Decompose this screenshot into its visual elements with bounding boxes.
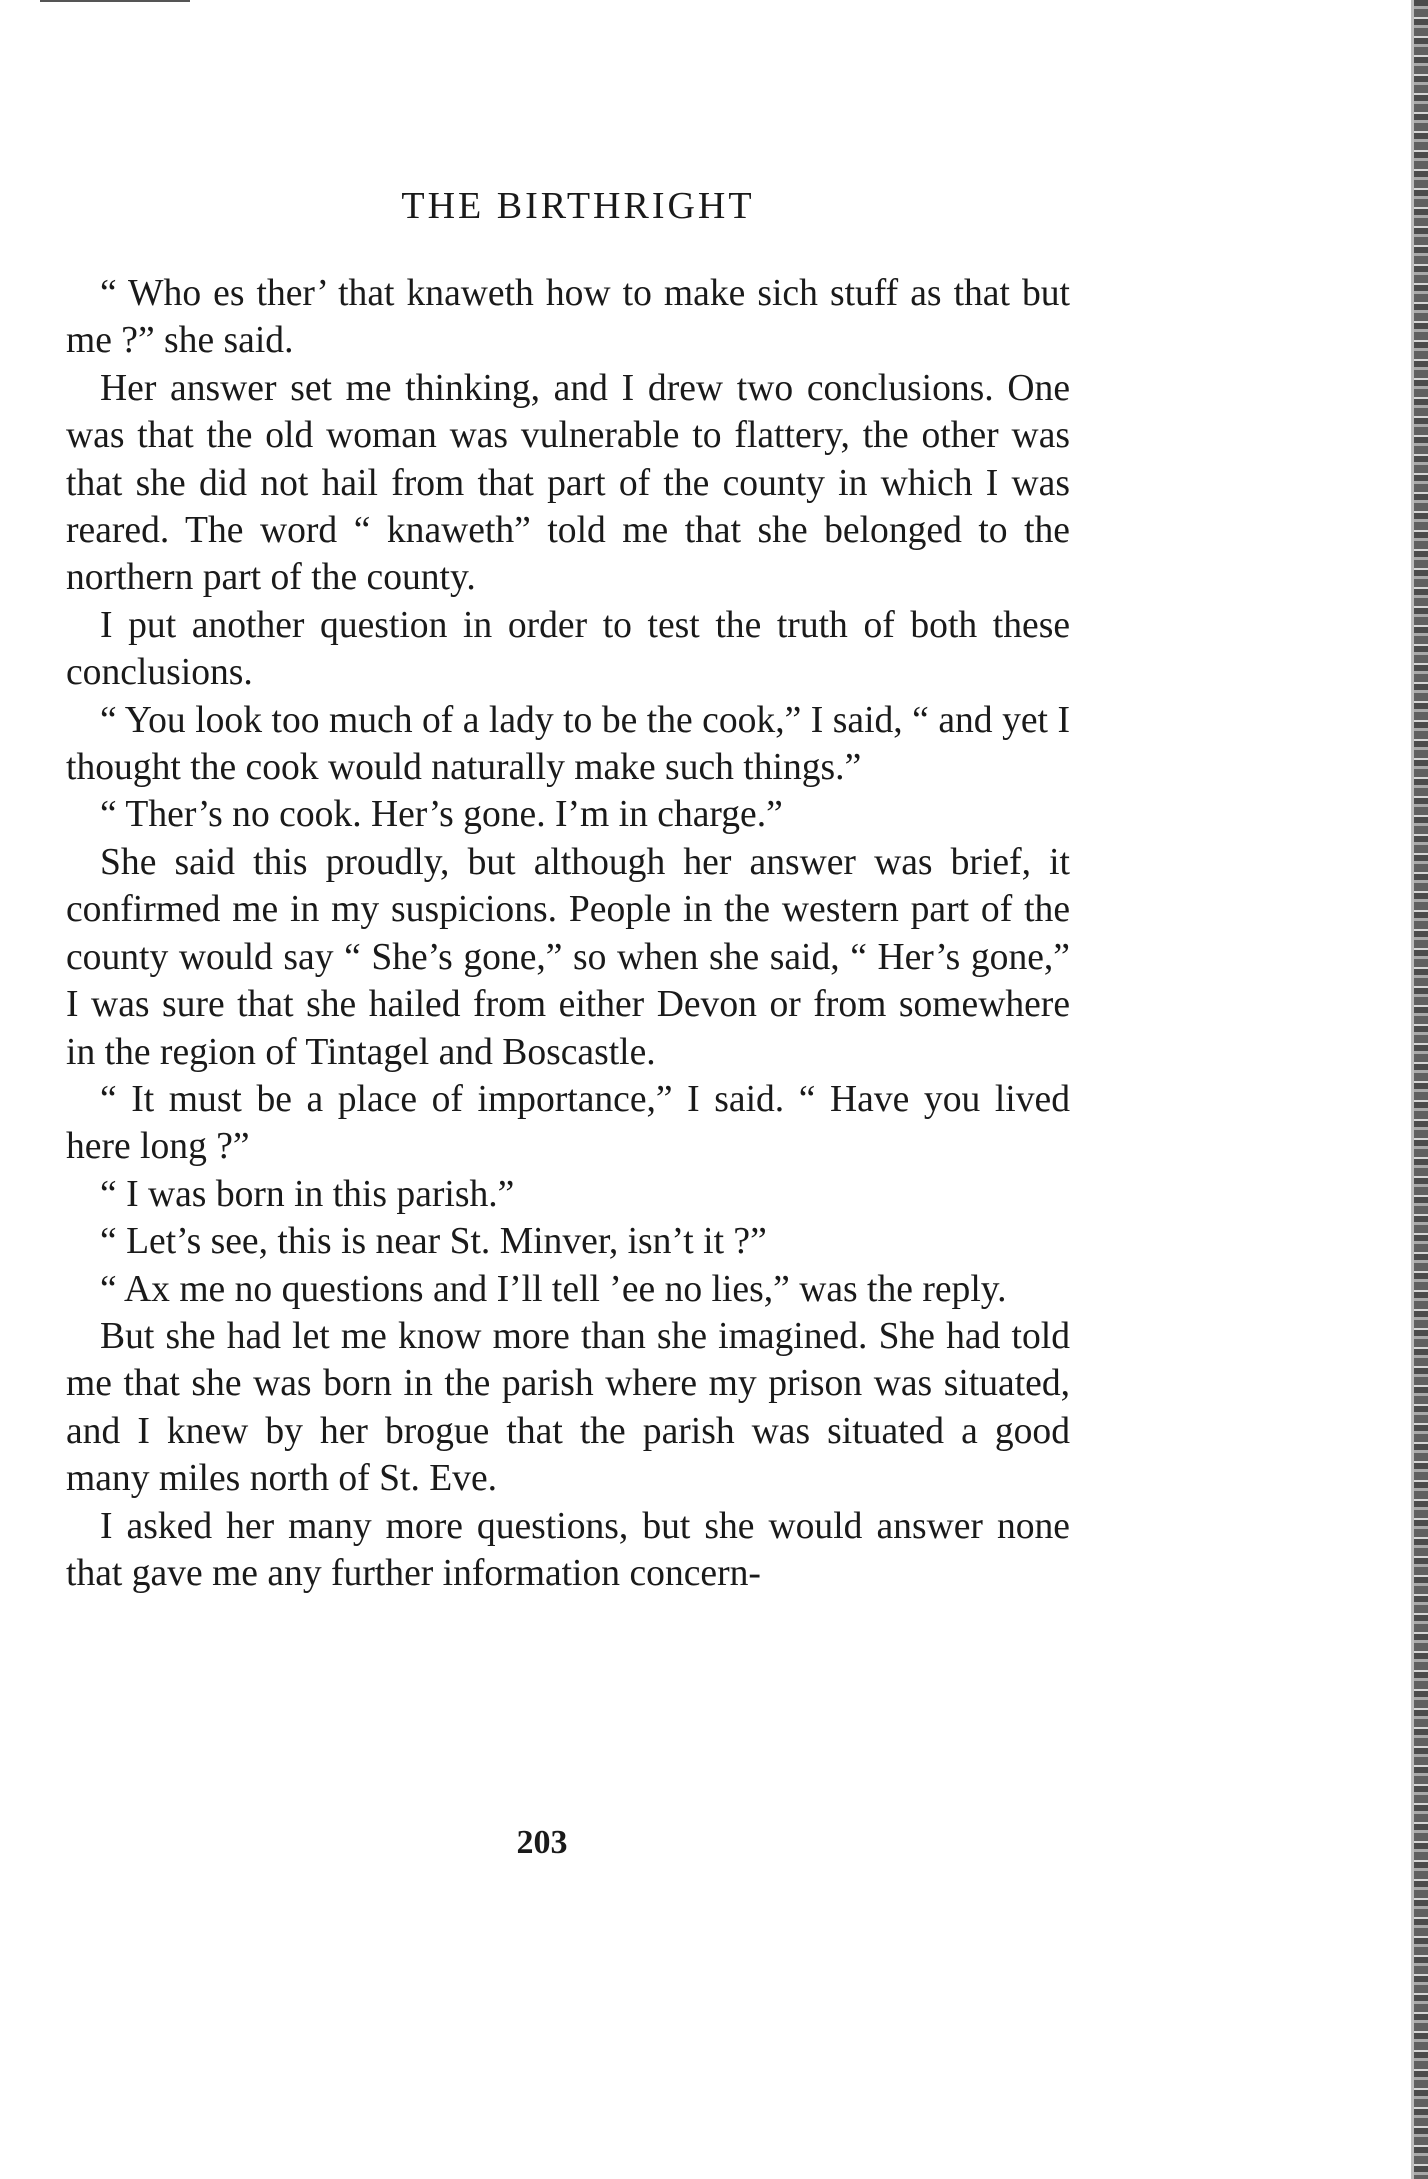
paragraph: “ Who es ther’ that knaweth how to make sich stuff as that but me ?” she said. [66, 273, 1070, 362]
paragraph: “ Ax me no questions and I’ll tell ’ee no lies,” was the reply. [100, 1268, 1007, 1310]
paragraph: “ It must be a place of importance,” I said. “ Have you lived here long ?” [66, 1078, 1070, 1168]
page-number: 203 [516, 1824, 568, 1861]
top-edge-mark [40, 0, 190, 2]
paragraph: “ You look too much of a lady to be the cook,” I said, “ and yet I thought the cook would naturally make such things.” [66, 699, 1070, 789]
paragraph: She said this proudly, but although her answer was brief, it confirmed me in my suspicions. People in the western part of the county would say “ She’s gone,” so when she said, “ Her’s gone,” I was sure that she hailed from either Devon or from somewhere in the region of Tintagel and Boscastle. [66, 841, 1070, 1073]
binding-edge [1414, 0, 1428, 2179]
running-header: THE BIRTHRIGHT [401, 185, 755, 227]
paragraph: “ I was born in this parish.” [100, 1173, 515, 1215]
body-text [66, 270, 1070, 1597]
paragraph: Her answer set me thinking, and I drew two conclusions. One was that the old woman was vulnerable to flattery, the other was that she did not hail from that part of the county in which I was reared. The word “ knaweth” told me that she belonged to the northern part of the county. [66, 367, 1070, 599]
paragraph: “ Let’s see, this is near St. Minver, isn’t it ?” [100, 1221, 767, 1263]
paragraph: But she had let me know more than she imagined. She had told me that she was born in the parish where my prison was situated, and I knew by her brogue that the parish was situated a good many miles north of St. Eve. [66, 1315, 1070, 1500]
paragraph: I asked her many more questions, but she would answer none that gave me any further information concern- [66, 1505, 1070, 1594]
paragraph: “ Ther’s no cook. Her’s gone. I’m in charge.” [100, 794, 783, 836]
paragraph: I put another question in order to test the truth of both these conclusions. [66, 604, 1070, 694]
